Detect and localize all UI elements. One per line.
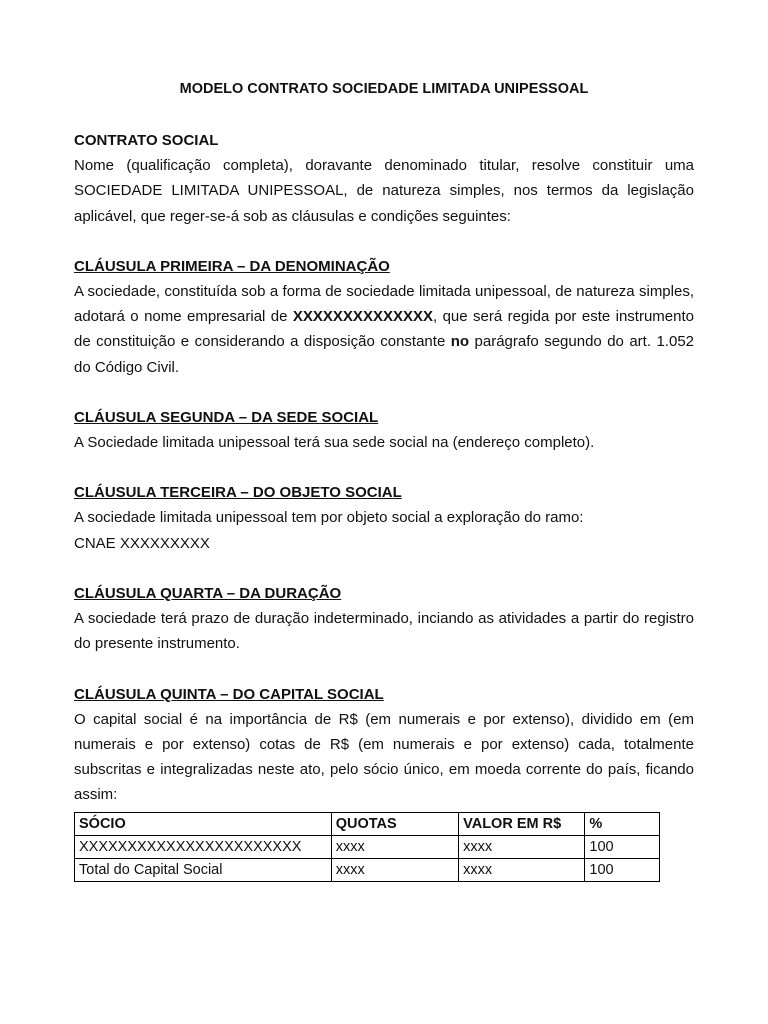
table-cell: 100 [585,858,660,881]
table-row [75,835,660,858]
document-title: MODELO CONTRATO SOCIEDADE LIMITADA UNIPESSOAL [179,81,589,97]
table-header-socio: SÓCIO [75,812,332,835]
table-header-quotas: QUOTAS [331,812,458,835]
clausula-terceira-text: A sociedade limitada unipessoal tem por objeto social a exploração do ramo: [74,509,584,527]
table-header-row [75,812,660,835]
table-row [75,858,660,881]
clausula-segunda-text: A Sociedade limitada unipessoal terá sua sede social na (endereço completo). [74,434,595,452]
table-cell: xxxx [331,835,458,858]
section-clausula-primeira [74,254,694,380]
clausula-terceira-heading: CLÁUSULA TERCEIRA – DO OBJETO SOCIAL [74,484,402,502]
clausula-primeira-heading: CLÁUSULA PRIMEIRA – DA DENOMINAÇÃO [74,257,390,275]
clausula-primeira-text-b: , que será regida por este instrumento de constituição e considerando a disposição constante [74,308,694,351]
clausula-quinta-text: O capital social é na importância de R$ (em numerais e por extenso), dividido em (em numerais e por extenso) cotas de R$ (em numerais e por extenso) cada, totalmente subscritas e integralizadas neste ato, pelo sócio único, em moeda corrente do país, ficando assim: [74,710,694,804]
bold-no: no [450,333,470,351]
table-header-percent: % [585,812,660,835]
company-name-placeholder: XXXXXXXXXXXXXX [292,308,433,326]
section-clausula-terceira [74,480,694,556]
table-cell: Total do Capital Social [75,858,332,881]
table-cell: XXXXXXXXXXXXXXXXXXXXXXX [75,835,332,858]
clausula-primeira-text [74,279,694,380]
table-cell: xxxx [459,858,585,881]
section-clausula-quarta [74,581,694,657]
clausula-primeira-text-a: A sociedade, constituída sob a forma de sociedade limitada unipessoal, de natureza simples, adotará o nome empresarial de [74,282,694,326]
table-cell: xxxx [331,858,458,881]
table-cell: xxxx [459,835,585,858]
clausula-segunda-heading: CLÁUSULA SEGUNDA – DA SEDE SOCIAL [74,409,379,427]
table-cell: 100 [585,835,660,858]
section-contrato-social [74,128,694,229]
contrato-social-heading: CONTRATO SOCIAL [74,132,219,149]
document-content [74,78,694,882]
cnae-line: CNAE XXXXXXXXX [74,534,210,552]
section-clausula-quinta [74,682,694,882]
capital-table [74,812,660,882]
clausula-primeira-text-c: parágrafo segundo do art. 1.052 do Código Civil. [74,333,694,376]
clausula-quarta-heading: CLÁUSULA QUARTA – DA DURAÇÃO [74,584,342,602]
clausula-quarta-text: A sociedade terá prazo de duração indeterminado, inciando as atividades a partir do registro do presente instrumento. [74,609,694,653]
clausula-quinta-heading: CLÁUSULA QUINTA – DO CAPITAL SOCIAL [74,685,384,703]
section-clausula-segunda [74,405,694,455]
table-header-valor: VALOR EM R$ [459,812,585,835]
contrato-social-text: Nome (qualificação completa), doravante denominado titular, resolve constituir uma SOCIEDADE LIMITADA UNIPESSOAL, de natureza simples, nos termos da legislação aplicável, que reger-se-á sob as cláusulas e condições seguintes: [74,157,694,225]
